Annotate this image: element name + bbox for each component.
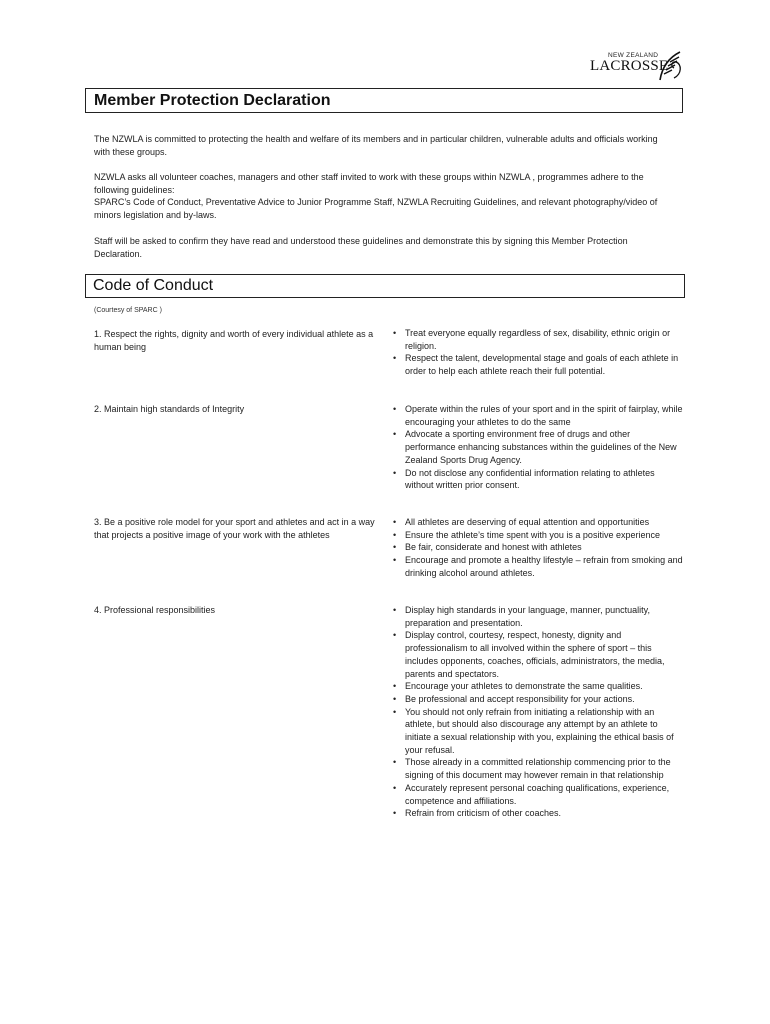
list-item: • Be professional and accept responsibility for your actions.: [393, 693, 683, 706]
logo-main-text: LACROSSE: [590, 58, 669, 74]
list-item: • Operate within the rules of your sport and in the spirit of fairplay, while encouraging your athletes to do the same: [393, 403, 683, 428]
page-title-box: [85, 88, 683, 113]
list-item: • Treat everyone equally regardless of sex, disability, ethnic origin or religion.: [393, 327, 683, 352]
list-item: • All athletes are deserving of equal attention and opportunities: [393, 516, 683, 529]
list-item: • Respect the talent, developmental stage and goals of each athlete in order to help each athlete reach their full potential.: [393, 352, 683, 377]
list-item: • Encourage and promote a healthy lifestyle – refrain from smoking and drinking alcohol around athletes.: [393, 554, 683, 579]
list-item: • Do not disclose any confidential information relating to athletes without written prior consent.: [393, 467, 683, 492]
list-item: • Be fair, considerate and honest with athletes: [393, 541, 683, 554]
list-item: • You should not only refrain from initiating a relationship with an athlete, but should also discourage any attempt by an athlete to initiate a sexual relationship with you, explaining the ethical basis of your refusal.: [393, 706, 683, 757]
list-item: • Those already in a committed relationship commencing prior to the signing of this document may however remain in that relationship: [393, 756, 683, 781]
list-item: • Accurately represent personal coaching qualifications, experience, competence and affiliations.: [393, 782, 683, 807]
list-item: • Display control, courtesy, respect, honesty, dignity and professionalism to all involved within the sphere of sport – this includes opponents, coaches, officials, administrators, the media, parents and spectators.: [393, 629, 683, 680]
list-item: • Encourage your athletes to demonstrate the same qualities.: [393, 680, 683, 693]
principle-4: 4. Professional responsibilities: [94, 605, 216, 615]
principle-4-bullets: [393, 604, 683, 820]
page-title: Member Protection Declaration: [94, 92, 331, 109]
principle-3: 3. Be a positive role model for your sport and athletes and act in a way that projects a positive image of your work with the athletes: [94, 517, 375, 540]
principle-2: 2. Maintain high standards of Integrity: [94, 404, 245, 414]
list-item: • Advocate a sporting environment free of drugs and other performance enhancing substances within the guidelines of the New Zealand Sports Drug Agency.: [393, 428, 683, 466]
nz-lacrosse-logo: [588, 46, 684, 82]
section-heading-box: [85, 274, 685, 298]
intro-paragraph-2: NZWLA asks all volunteer coaches, managers and other staff invited to work with these groups within NZWLA , programmes adhere to the following guidelines:: [94, 172, 644, 195]
list-item: • Display high standards in your language, manner, punctuality, preparation and presentation.: [393, 604, 683, 629]
principle-3-bullets: [393, 516, 683, 580]
intro-paragraph-1: The NZWLA is committed to protecting the health and welfare of its members and in particular children, vulnerable adults and officials working with these groups.: [94, 134, 658, 157]
intro-paragraph-4: Staff will be asked to confirm they have read and understood these guidelines and demonstrate this by signing this Member Protection Declaration.: [94, 236, 628, 259]
intro-paragraph-3: SPARC’s Code of Conduct, Preventative Advice to Junior Programme Staff, NZWLA Recruiting Guidelines, and relevant photography/video of minors legislation and by-laws.: [94, 197, 658, 220]
logo-top-text: NEW ZEALAND: [608, 52, 659, 59]
principle-1: 1. Respect the rights, dignity and worth of every individual athlete as a human being: [94, 329, 374, 352]
principle-2-bullets: [393, 403, 683, 492]
courtesy-note: (Courtesy of SPARC ): [94, 307, 162, 314]
list-item: • Refrain from criticism of other coaches.: [393, 807, 683, 820]
principle-1-bullets: [393, 327, 683, 378]
list-item: • Ensure the athlete’s time spent with you is a positive experience: [393, 529, 683, 542]
fern-swirl-icon: [656, 48, 684, 82]
section-heading: Code of Conduct: [93, 277, 214, 294]
